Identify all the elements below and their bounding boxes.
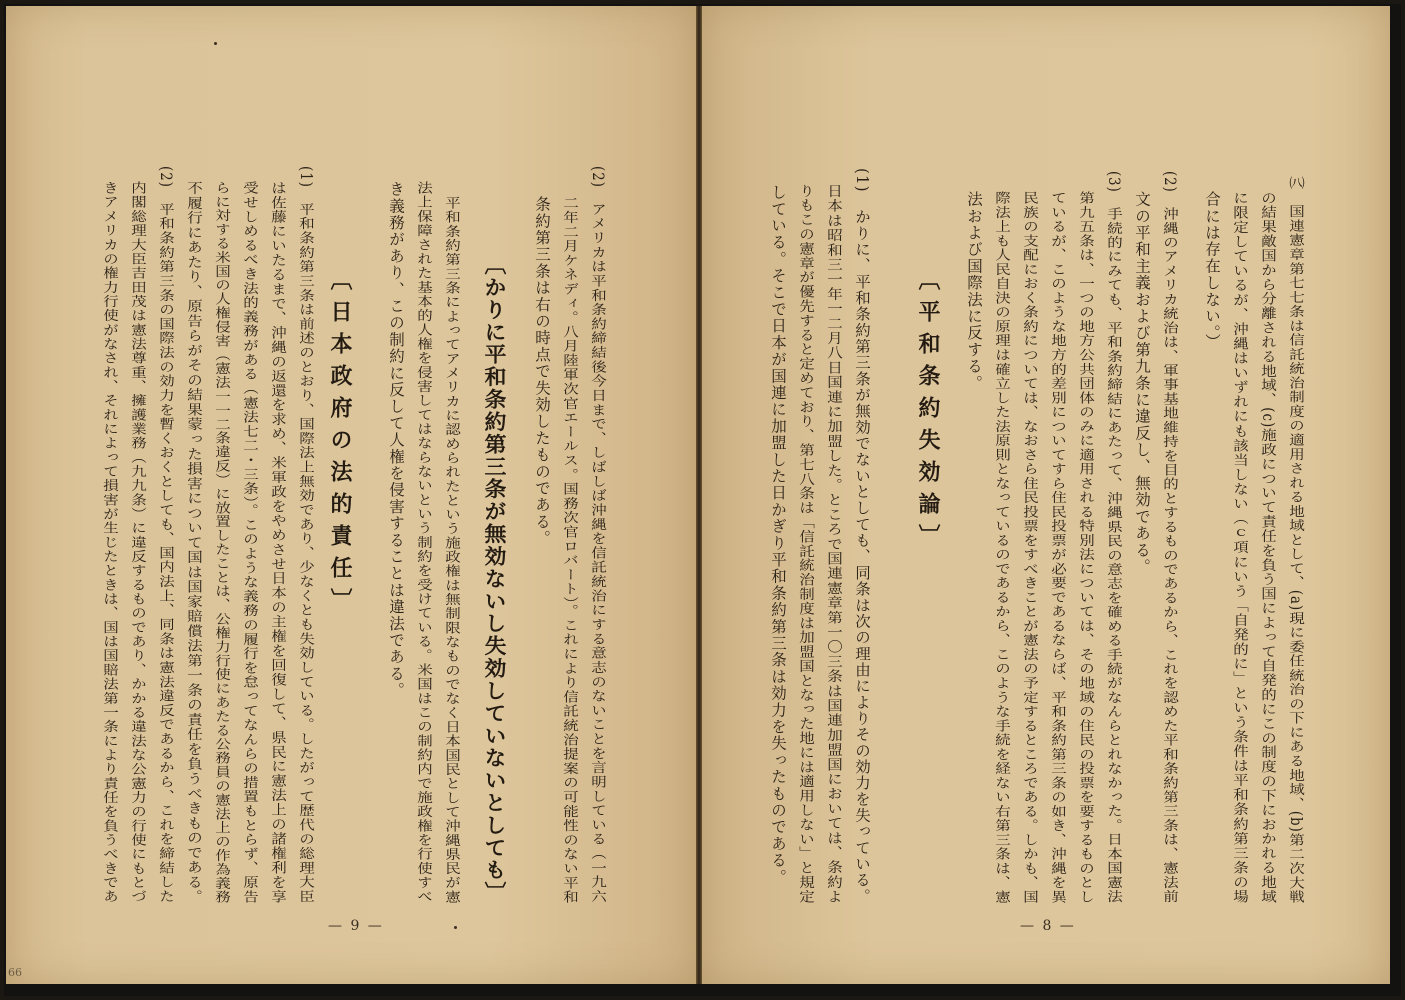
body-column: ているが、このような地方的差別についてすら住民投票が必要であるならば、平和条約第三条の如き、沖縄を異 bbox=[1049, 191, 1067, 905]
body-column: ㈧ 国連憲章第七七条は信託統治制度の適用される地域として、(a)現に委任統治の下にある地域、(b)第二次大戦 bbox=[1287, 176, 1305, 905]
body-column: 内閣総理大臣吉田茂は憲法尊重、擁護業務（九九条）に違反するものであり、かかる違法な公憲力の行使にもとづ bbox=[129, 181, 147, 904]
body-column: 文の平和主義および第九条に違反し、無効である。 bbox=[1133, 191, 1151, 576]
body-column: は佐藤にいたるまで、沖縄の返還を求め、米軍政をやめさせ日本の主権を回復して、県民に憲法上の諸権利を享 bbox=[269, 181, 287, 905]
body-column: 民族の支配におく条約については、なおさら住民投票をすべきことが憲法の予定するところである。しかも、国 bbox=[1021, 191, 1039, 905]
body-column: らに対する米国の人権侵害（憲法一一二条違反）に放置したことは、公権力行使にあたる公務員の憲法上の作為義務 bbox=[213, 181, 231, 905]
page-number: — 9 — bbox=[328, 918, 384, 934]
body-column: の結果敵国から分離される地域、(c)施政について責任を負う国によって自発的にこの制度の下におかれる地域 bbox=[1259, 191, 1277, 904]
body-column: 法および国際法に反する。 bbox=[965, 191, 983, 392]
body-column: き義務があり、この制約に反して人権を侵害することは違法である。 bbox=[387, 181, 405, 699]
body-column: (1) 平和条約第三条は前述のとおり、国際法上無効であり、少なくとも失効している。したがって歴代の総理大臣 bbox=[297, 166, 315, 904]
body-column: 受せしめるべき法的義務がある（憲法七二・三条）。このような義務の履行を怠ってなんらの措置もとらず、原告 bbox=[241, 181, 259, 904]
body-column: 日本は昭和三一年一二月八日国連に加盟した。ところで国連憲章第一〇三条は国連加盟国においては、条約よ bbox=[825, 184, 843, 905]
section-heading: 〔日本政府の法的責任〕 bbox=[327, 268, 352, 620]
section-heading: 〔かりに平和条約第三条が無効ないし失効していないとしても〕 bbox=[481, 254, 506, 904]
body-column: りもこの憲章が優先すると定めており、第七八条は「信託統治制度は加盟国となった地には適用しない」と規定 bbox=[797, 184, 815, 905]
margin-note: 66 bbox=[8, 966, 22, 979]
page-9 bbox=[6, 6, 696, 984]
body-column: (1) かりに、平和条約第三条が無効でないとしても、同条は次の理由によりその効力を失っている。 bbox=[853, 168, 871, 905]
body-column: 際法上も人民自決の原理は確立した法原則となっているのであるから、このような手続を経ない右第三条は、憲 bbox=[993, 191, 1011, 905]
body-column: している。そこで日本が国連に加盟した日かぎり平和条約第三条は効力を失ったものである。 bbox=[769, 184, 787, 886]
body-column: に限定しているが、沖縄はいずれにも該当しない（ｃ項にいう「自発的に」という条件は平和条約第三条の場 bbox=[1231, 191, 1249, 905]
body-column: 平和条約第三条によってアメリカに認められたという施政権は無制限なものでなく日本国民として沖縄県民が憲 bbox=[443, 196, 461, 904]
body-column: (2) 平和条約第三条の国際法の効力を暫くおくとしても、国内法上、同条は憲法違反であるから、これを締結した bbox=[157, 166, 175, 904]
section-heading: 〔平和条約失効論〕 bbox=[915, 268, 940, 556]
page-speck bbox=[454, 926, 457, 929]
body-column: 条約第三条は右の時点で失効したものである。 bbox=[533, 196, 551, 547]
body-column: 合には存在しない。） bbox=[1203, 191, 1221, 351]
body-column: 二年二月ケネディ。八月陸軍次官エールス。国務次官ロバート）。これにより信託統治提案の可能性のない平和 bbox=[561, 196, 579, 905]
body-column: 不履行にあたり、原告らがその結果蒙った損害について国は国家賠償法第一条の責任を負うべきものである。 bbox=[185, 181, 203, 905]
body-column: 第九五条は、一つの地方公共団体のみに適用される特別法については、その地域の住民の投票を要するものとし bbox=[1077, 191, 1095, 905]
body-column: (2) 沖縄のアメリカ統治は、軍事基地維持を目的とするものであるから、これを認めた平和条約第三条は、憲法前 bbox=[1161, 171, 1179, 904]
body-column: (2) アメリカは平和条約締結後今日まで、しばしば沖縄を信託統治にする意志のないことを言明している（一九六 bbox=[589, 166, 607, 904]
body-column: きアメリカの権力行使がなされ、それによって損害が生じたときは、国は国賠法第一条により責任を負うべきであ bbox=[101, 181, 119, 904]
page-number: — 8 — bbox=[1020, 918, 1076, 934]
page-8 bbox=[702, 6, 1390, 984]
page-speck bbox=[214, 42, 217, 45]
body-column: 法上保障された基本的人権を侵害してはならないという制約を受けている。米国はこの制約内で施政権を行使すべ bbox=[415, 181, 433, 904]
body-column: (3) 手続的にみても、平和条約締結にあたって、沖縄県民の意志を確める手続がなんらとれなかった。日本国憲法 bbox=[1105, 171, 1123, 904]
